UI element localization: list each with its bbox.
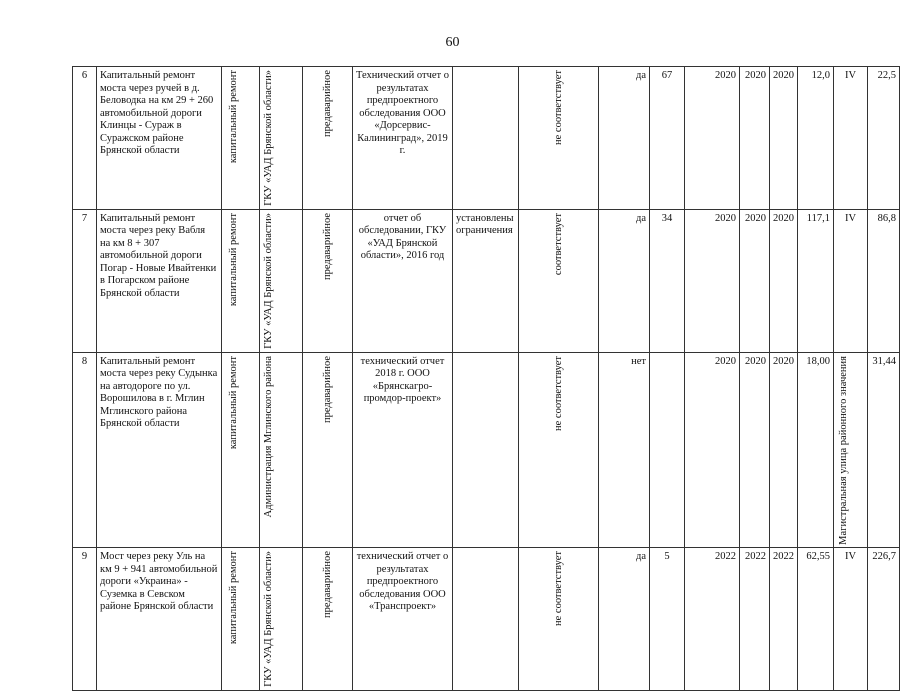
restrictions: [453, 67, 519, 210]
condition-stage: предаварийное: [303, 548, 353, 691]
category-text: Магистральная улица районного значения: [837, 355, 849, 545]
basis-document: отчет об обследовании, ГКУ «УАД Брянской области», 2016 год: [353, 209, 453, 352]
compliance: не соответствует: [519, 67, 599, 210]
basis-document: технический отчет 2018 г. ООО «Брянскагро-промдор-проект»: [353, 352, 453, 548]
category: IV: [834, 209, 868, 352]
year-end: 2020: [770, 67, 798, 210]
value-two: 226,7: [868, 548, 900, 691]
year-middle: 2020: [740, 67, 770, 210]
year-start: 2020: [685, 352, 740, 548]
object-name: Мост через реку Уль на км 9 + 941 автомобильной дороги «Украина» - Суземка в Севском районе Брянской области: [97, 548, 222, 691]
table-row: [73, 352, 900, 548]
restrictions: [453, 548, 519, 691]
year-middle: 2020: [740, 209, 770, 352]
customer: ГКУ «УАД Брянской области»: [260, 548, 303, 691]
value-two: 86,8: [868, 209, 900, 352]
category: IV: [834, 548, 868, 691]
value-one: 12,0: [798, 67, 834, 210]
basis-document: Технический отчет о результатах предпроектного обследования ООО «Дорсервис-Калининград», 2019 г.: [353, 67, 453, 210]
category: [834, 352, 868, 548]
work-type: капитальный ремонт: [222, 548, 260, 691]
page-number: 60: [445, 35, 460, 50]
compliance: не соответствует: [519, 548, 599, 691]
object-name: Капитальный ремонт моста через ручей в д. Беловодка на км 29 + 260 автомобильной дороги Клинцы - Сураж в Суражском районе Брянской области: [97, 67, 222, 210]
value-one: 62,55: [798, 548, 834, 691]
work-type: капитальный ремонт: [222, 352, 260, 548]
value-two: 22,5: [868, 67, 900, 210]
restrictions: установлены ограничения: [453, 209, 519, 352]
year-start: 2020: [685, 209, 740, 352]
length-value: 34: [650, 209, 685, 352]
compliance: не соответствует: [519, 352, 599, 548]
length-value: 5: [650, 548, 685, 691]
year-end: 2022: [770, 548, 798, 691]
bridge-repair-table: [72, 66, 900, 691]
row-number: 9: [73, 548, 97, 691]
customer: ГКУ «УАД Брянской области»: [260, 67, 303, 210]
value-one: 18,00: [798, 352, 834, 548]
table-row: [73, 548, 900, 691]
year-end: 2020: [770, 352, 798, 548]
included-flag: да: [599, 209, 650, 352]
customer: ГКУ «УАД Брянской области»: [260, 209, 303, 352]
year-start: 2022: [685, 548, 740, 691]
condition-stage: предаварийное: [303, 209, 353, 352]
row-number: 8: [73, 352, 97, 548]
table-row: [73, 67, 900, 210]
value-two: 31,44: [868, 352, 900, 548]
category: IV: [834, 67, 868, 210]
year-end: 2020: [770, 209, 798, 352]
work-type: капитальный ремонт: [222, 209, 260, 352]
included-flag: да: [599, 67, 650, 210]
condition-stage: предаварийное: [303, 352, 353, 548]
length-value: 67: [650, 67, 685, 210]
object-name: Капитальный ремонт моста через реку Судынка на автодороге по ул. Ворошилова в г. Мглин Мглинского района Брянской области: [97, 352, 222, 548]
year-middle: 2022: [740, 548, 770, 691]
year-start: 2020: [685, 67, 740, 210]
row-number: 7: [73, 209, 97, 352]
customer: Администрация Мглинского района: [260, 352, 303, 548]
compliance: соответствует: [519, 209, 599, 352]
row-number: 6: [73, 67, 97, 210]
work-type: капитальный ремонт: [222, 67, 260, 210]
condition-stage: предаварийное: [303, 67, 353, 210]
length-value: [650, 352, 685, 548]
included-flag: да: [599, 548, 650, 691]
included-flag: нет: [599, 352, 650, 548]
basis-document: технический отчет о результатах предпроектного обследования ООО «Транспроект»: [353, 548, 453, 691]
object-name: Капитальный ремонт моста через реку Вабля на км 8 + 307 автомобильной дороги Погар - Новые Ивайтенки в Погарском районе Брянской области: [97, 209, 222, 352]
restrictions: [453, 352, 519, 548]
table-row: [73, 209, 900, 352]
value-one: 117,1: [798, 209, 834, 352]
year-middle: 2020: [740, 352, 770, 548]
